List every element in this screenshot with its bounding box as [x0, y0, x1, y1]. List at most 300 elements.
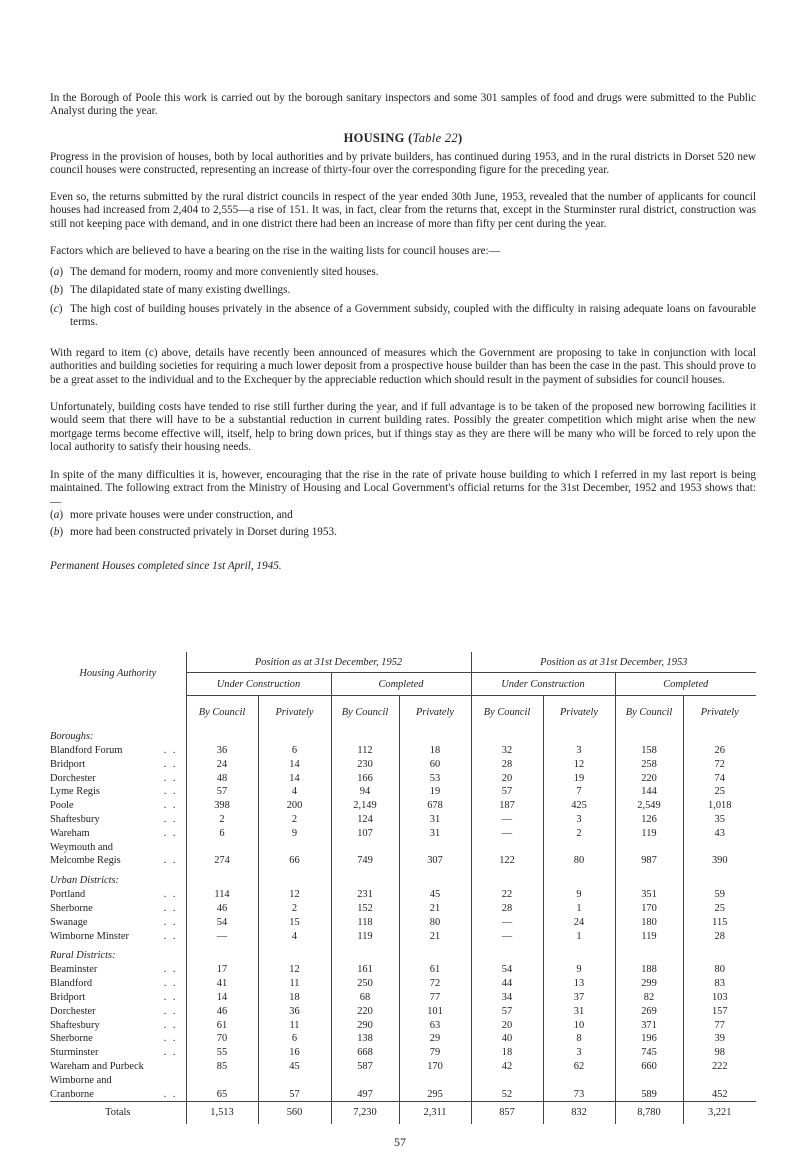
paragraph: Progress in the provision of houses, both by local authorities and by private builders, has continued during 1953, and in the rural districts in Dorset 520 new council houses were constructed, representing an increase of thirty-four over the corresponding figure for the preceding year. — [50, 151, 756, 177]
authority-name-cell — [50, 841, 186, 855]
value-cell — [258, 841, 331, 855]
value-cell: 220 — [331, 1005, 399, 1019]
authority-name-cell — [50, 1046, 186, 1060]
housing-section — [50, 132, 756, 145]
finding-text: more private houses were under construction, and — [70, 509, 293, 521]
value-cell: 44 — [471, 977, 543, 991]
value-cell: — — [471, 813, 543, 827]
value-cell: 46 — [186, 902, 258, 916]
value-cell: 60 — [399, 758, 471, 772]
value-cell: 119 — [615, 930, 683, 944]
value-cell: 14 — [258, 772, 331, 786]
factor-text: The dilapidated state of many existing dwellings. — [70, 284, 291, 297]
authority-name-cell — [50, 772, 186, 786]
empty-cell — [543, 730, 615, 744]
value-cell: 107 — [331, 827, 399, 841]
paragraph-6-block — [50, 469, 756, 509]
value-cell: 74 — [683, 772, 756, 786]
paragraph: Even so, the returns submitted by the rural district councils in respect of the year ended 30th June, 1953, revealed that the number of applicants for council houses had increased from 2,404 to 2,555—a rise of 151. It was, in fact, clear from the returns that, except in the Sturminster rural district, construction was still not keeping pace with demand, and in one district there had been an increase of more than fifty per cent during the year. — [50, 191, 756, 230]
factor-label: (a) — [50, 266, 64, 278]
authority-name: Sherborne — [50, 1033, 93, 1045]
section-label: Boroughs: — [50, 731, 94, 742]
empty-cell — [543, 949, 615, 963]
value-cell: 1 — [543, 902, 615, 916]
value-cell: 6 — [258, 1032, 331, 1046]
value-cell: 157 — [683, 1005, 756, 1019]
value-cell: 187 — [471, 799, 543, 813]
table-row — [50, 1032, 756, 1046]
authority-name: Weymouth and — [50, 841, 113, 853]
authority-name: Lyme Regis — [50, 786, 100, 798]
intro-block — [50, 92, 756, 119]
value-cell: 73 — [543, 1088, 615, 1102]
value-cell: 425 — [543, 799, 615, 813]
authority-name: Beaminster — [50, 964, 98, 976]
value-cell: 295 — [399, 1088, 471, 1102]
leader-dots: . . — [163, 1005, 178, 1017]
value-cell: 19 — [399, 785, 471, 799]
value-cell: 180 — [615, 916, 683, 930]
authority-name-cell — [50, 1032, 186, 1046]
section-row — [50, 949, 756, 963]
authority-name: Wareham and Purbeck — [50, 1060, 144, 1072]
finding-label: (a) — [50, 509, 64, 521]
value-cell: 2 — [186, 813, 258, 827]
empty-cell — [683, 949, 756, 963]
table-caption-block — [50, 560, 756, 573]
value-cell: 54 — [186, 916, 258, 930]
value-cell: 2 — [258, 902, 331, 916]
value-cell: 31 — [399, 813, 471, 827]
value-cell: 66 — [258, 854, 331, 868]
factors-list — [50, 266, 756, 330]
value-cell: 589 — [615, 1088, 683, 1102]
value-cell: 2 — [258, 813, 331, 827]
authority-name: Blandford — [50, 978, 93, 990]
table-row — [50, 813, 756, 827]
value-cell: 452 — [683, 1088, 756, 1102]
section-label: Urban Districts: — [50, 875, 119, 887]
leader-dots: . . — [163, 1047, 178, 1059]
value-cell: 65 — [186, 1088, 258, 1102]
finding-item — [50, 526, 756, 539]
value-cell: 126 — [615, 813, 683, 827]
by-council-header: By Council — [471, 696, 543, 731]
value-cell: 61 — [186, 1019, 258, 1033]
paragraph-2-block — [50, 191, 756, 231]
totals-cell: 1,513 — [186, 1102, 258, 1125]
leader-dots: . . — [163, 916, 178, 928]
value-cell: 158 — [615, 744, 683, 758]
value-cell: 222 — [683, 1060, 756, 1074]
value-cell: 36 — [258, 1005, 331, 1019]
value-cell: 17 — [186, 963, 258, 977]
table-row — [50, 1019, 756, 1033]
value-cell: 29 — [399, 1032, 471, 1046]
value-cell: 14 — [186, 991, 258, 1005]
value-cell: 62 — [543, 1060, 615, 1074]
value-cell: 124 — [331, 813, 399, 827]
finding-label: (b) — [50, 526, 64, 539]
value-cell: 39 — [683, 1032, 756, 1046]
leader-dots: . . — [163, 1088, 178, 1100]
value-cell: 53 — [399, 772, 471, 786]
authority-name-cell — [50, 813, 186, 827]
leader-dots: . . — [163, 991, 178, 1003]
under-construction-header: Under Construction — [186, 673, 331, 696]
value-cell: 351 — [615, 888, 683, 902]
leader-dots: . . — [163, 889, 178, 901]
value-cell: 3 — [543, 1046, 615, 1060]
value-cell: 13 — [543, 977, 615, 991]
value-cell: 52 — [471, 1088, 543, 1102]
value-cell: 668 — [331, 1046, 399, 1060]
value-cell: 14 — [258, 758, 331, 772]
authority-name: Portland — [50, 889, 86, 901]
totals-cell: 832 — [543, 1102, 615, 1125]
value-cell: 9 — [543, 963, 615, 977]
value-cell: 15 — [258, 916, 331, 930]
empty-cell — [331, 949, 399, 963]
value-cell: 24 — [186, 758, 258, 772]
value-cell: 28 — [683, 930, 756, 944]
value-cell: 112 — [331, 744, 399, 758]
value-cell: 220 — [615, 772, 683, 786]
authority-name-cell — [50, 930, 186, 944]
table-row — [50, 916, 756, 930]
value-cell: 20 — [471, 1019, 543, 1033]
totals-cell: 7,230 — [331, 1102, 399, 1125]
authority-name-cell — [50, 991, 186, 1005]
value-cell: 20 — [471, 772, 543, 786]
under-construction-header: Under Construction — [471, 673, 615, 696]
table-body — [50, 730, 756, 1102]
value-cell: 196 — [615, 1032, 683, 1046]
value-cell: 55 — [186, 1046, 258, 1060]
value-cell: 18 — [399, 744, 471, 758]
value-cell: 77 — [399, 991, 471, 1005]
value-cell: 2 — [543, 827, 615, 841]
value-cell: 1,018 — [683, 799, 756, 813]
table-caption: Permanent Houses completed since 1st April, 1945. — [50, 560, 282, 572]
value-cell: 77 — [683, 1019, 756, 1033]
value-cell: 2,149 — [331, 799, 399, 813]
empty-cell — [683, 874, 756, 888]
value-cell: 1 — [543, 930, 615, 944]
section-row — [50, 874, 756, 888]
value-cell: 115 — [683, 916, 756, 930]
value-cell: — — [186, 930, 258, 944]
totals-cell: 8,780 — [615, 1102, 683, 1125]
value-cell: 16 — [258, 1046, 331, 1060]
value-cell: 54 — [471, 963, 543, 977]
value-cell: 12 — [258, 888, 331, 902]
value-cell: 42 — [471, 1060, 543, 1074]
authority-name-cell — [50, 744, 186, 758]
value-cell: 114 — [186, 888, 258, 902]
authority-name: Dorchester — [50, 772, 96, 784]
value-cell: 749 — [331, 854, 399, 868]
value-cell: 7 — [543, 785, 615, 799]
value-cell: 45 — [258, 1060, 331, 1074]
table-row — [50, 1060, 756, 1074]
totals-cell: 857 — [471, 1102, 543, 1125]
value-cell: 79 — [399, 1046, 471, 1060]
section-title: HOUSING — [343, 131, 405, 145]
authority-name: Cranborne — [50, 1088, 94, 1100]
page-number: 57 — [394, 1135, 406, 1149]
value-cell — [471, 1074, 543, 1088]
empty-cell — [258, 949, 331, 963]
section-table-ref: Table 22 — [412, 131, 458, 145]
value-cell: 28 — [471, 758, 543, 772]
paragraph-4-block — [50, 347, 756, 387]
value-cell: 83 — [683, 977, 756, 991]
value-cell: 119 — [615, 827, 683, 841]
leader-dots: . . — [163, 827, 178, 839]
value-cell — [399, 1074, 471, 1088]
value-cell: 299 — [615, 977, 683, 991]
value-cell: 72 — [399, 977, 471, 991]
value-cell — [186, 841, 258, 855]
value-cell: 36 — [186, 744, 258, 758]
value-cell: 122 — [471, 854, 543, 868]
table-row — [50, 1005, 756, 1019]
value-cell: 103 — [683, 991, 756, 1005]
value-cell: 48 — [186, 772, 258, 786]
value-cell: 10 — [543, 1019, 615, 1033]
value-cell: 80 — [543, 854, 615, 868]
authority-name: Shaftesbury — [50, 1019, 100, 1031]
authority-name: Wareham — [50, 827, 90, 839]
table-row — [50, 930, 756, 944]
value-cell: 12 — [543, 758, 615, 772]
empty-cell — [331, 874, 399, 888]
authority-name: Wimborne and — [50, 1074, 112, 1086]
blank-header — [50, 696, 186, 731]
value-cell: 170 — [399, 1060, 471, 1074]
table-row — [50, 1088, 756, 1102]
leader-dots: . . — [163, 855, 178, 867]
value-cell: 41 — [186, 977, 258, 991]
empty-cell — [258, 730, 331, 744]
value-cell — [471, 841, 543, 855]
authority-name-cell — [50, 758, 186, 772]
table-row — [50, 772, 756, 786]
value-cell: 94 — [331, 785, 399, 799]
value-cell: 2,549 — [615, 799, 683, 813]
authority-name-cell — [50, 1005, 186, 1019]
finding-text: more had been constructed privately in Dorset during 1953. — [70, 526, 337, 539]
value-cell: 231 — [331, 888, 399, 902]
value-cell: 68 — [331, 991, 399, 1005]
by-council-header: By Council — [331, 696, 399, 731]
value-cell: 660 — [615, 1060, 683, 1074]
value-cell: 57 — [471, 1005, 543, 1019]
value-cell: 46 — [186, 1005, 258, 1019]
totals-label: Totals — [50, 1102, 186, 1125]
factor-label: (c) — [50, 302, 63, 315]
table-row — [50, 827, 756, 841]
by-council-header: By Council — [615, 696, 683, 731]
value-cell — [399, 841, 471, 855]
value-cell: 37 — [543, 991, 615, 1005]
section-label: Rural Districts: — [50, 950, 116, 962]
value-cell: 12 — [258, 963, 331, 977]
value-cell: 63 — [399, 1019, 471, 1033]
value-cell: 398 — [186, 799, 258, 813]
completed-header: Completed — [331, 673, 471, 696]
intro-paragraph: In the Borough of Poole this work is carried out by the borough sanitary inspectors and some 301 samples of food and drugs were submitted to the Public Analyst during the year. — [50, 92, 756, 118]
authority-name-cell — [50, 1074, 186, 1088]
value-cell: 6 — [258, 744, 331, 758]
value-cell: 250 — [331, 977, 399, 991]
value-cell: — — [471, 916, 543, 930]
value-cell — [543, 841, 615, 855]
factor-text: The high cost of building houses privately in the absence of a Government subsidy, coupled with the difficulty in raising adequate loans on favourable terms. — [70, 302, 756, 329]
value-cell: 43 — [683, 827, 756, 841]
table-row — [50, 991, 756, 1005]
empty-cell — [543, 874, 615, 888]
authority-name: Shaftesbury — [50, 813, 100, 825]
value-cell: 21 — [399, 930, 471, 944]
totals-cell: 560 — [258, 1102, 331, 1125]
leader-dots: . . — [163, 786, 178, 798]
value-cell: 101 — [399, 1005, 471, 1019]
value-cell: 258 — [615, 758, 683, 772]
leader-dots: . . — [163, 902, 178, 914]
privately-header: Privately — [543, 696, 615, 731]
housing-table — [50, 652, 756, 1124]
value-cell: 230 — [331, 758, 399, 772]
authority-name-cell — [50, 963, 186, 977]
table-row — [50, 977, 756, 991]
authority-name: Blandford Forum — [50, 745, 123, 756]
authority-name: Sturminster — [50, 1047, 99, 1059]
value-cell: 371 — [615, 1019, 683, 1033]
value-cell: 745 — [615, 1046, 683, 1060]
completed-header: Completed — [615, 673, 756, 696]
value-cell: 80 — [399, 916, 471, 930]
paragraph-1-block — [50, 151, 756, 178]
leader-dots: . . — [163, 745, 178, 756]
value-cell: 138 — [331, 1032, 399, 1046]
value-cell: 35 — [683, 813, 756, 827]
finding-item — [50, 509, 756, 522]
authority-name: Bridport — [50, 991, 86, 1003]
value-cell: 587 — [331, 1060, 399, 1074]
leader-dots: . . — [163, 1019, 178, 1031]
table-row — [50, 888, 756, 902]
value-cell: 8 — [543, 1032, 615, 1046]
empty-cell — [683, 730, 756, 744]
factor-item — [50, 303, 756, 330]
value-cell: 18 — [471, 1046, 543, 1060]
value-cell: 290 — [331, 1019, 399, 1033]
table-row — [50, 785, 756, 799]
value-cell: 307 — [399, 854, 471, 868]
empty-cell — [399, 730, 471, 744]
leader-dots: . . — [163, 758, 178, 770]
value-cell: 678 — [399, 799, 471, 813]
empty-cell — [615, 874, 683, 888]
value-cell: 9 — [258, 827, 331, 841]
value-cell: — — [471, 930, 543, 944]
authority-name-cell — [50, 916, 186, 930]
value-cell: 9 — [543, 888, 615, 902]
paragraph: With regard to item (c) above, details have recently been announced of measures which the Government are proposing to take in conjunction with local authorities and building societies for requiring a much lower deposit from a prospective house builder than has been the case in the past. This should prove to be a great asset to the individual and to the Exchequer by the appreciable reduction which should result in the payment of subsidies for council houses. — [50, 347, 756, 386]
value-cell: 166 — [331, 772, 399, 786]
leader-dots: . . — [163, 800, 178, 812]
authority-header: Housing Authority — [79, 668, 157, 680]
value-cell: 161 — [331, 963, 399, 977]
empty-cell — [471, 949, 543, 963]
value-cell — [683, 841, 756, 855]
period-1952-header: Position as at 31st December, 1952 — [186, 652, 471, 673]
leader-dots: . . — [163, 930, 178, 942]
value-cell: 144 — [615, 785, 683, 799]
value-cell: 4 — [258, 785, 331, 799]
empty-cell — [471, 730, 543, 744]
value-cell: 72 — [683, 758, 756, 772]
privately-header: Privately — [399, 696, 471, 731]
authority-name: Sherborne — [50, 902, 93, 914]
empty-cell — [258, 874, 331, 888]
value-cell — [331, 1074, 399, 1088]
value-cell: 19 — [543, 772, 615, 786]
value-cell: 24 — [543, 916, 615, 930]
value-cell: 25 — [683, 785, 756, 799]
value-cell: 497 — [331, 1088, 399, 1102]
empty-cell — [615, 949, 683, 963]
value-cell: 32 — [471, 744, 543, 758]
totals-row — [50, 1102, 756, 1125]
paragraph: Unfortunately, building costs have tended to rise still further during the year, and if full advantage is to be taken of the proposed new borrowing facilities it would seem that there will have to be a substantial reduction in current building rates. Possibly the greater competition which might arise when the new mortgage terms become effective will, itself, help to bring down prices, but if things stay as they are there will be many who will be forced to rely upon the local authority to satisfy their housing needs. — [50, 401, 756, 454]
value-cell — [683, 1074, 756, 1088]
value-cell: 4 — [258, 930, 331, 944]
value-cell: 98 — [683, 1046, 756, 1060]
factor-item — [50, 284, 756, 297]
value-cell: 269 — [615, 1005, 683, 1019]
value-cell: 170 — [615, 902, 683, 916]
table-row — [50, 854, 756, 868]
value-cell: 6 — [186, 827, 258, 841]
value-cell: 85 — [186, 1060, 258, 1074]
section-row — [50, 730, 756, 744]
value-cell: 118 — [331, 916, 399, 930]
value-cell: 57 — [258, 1088, 331, 1102]
leader-dots: . . — [163, 772, 178, 784]
leader-dots: . . — [163, 964, 178, 976]
value-cell: 57 — [186, 785, 258, 799]
value-cell: 274 — [186, 854, 258, 868]
authority-name-cell — [50, 902, 186, 916]
value-cell: 188 — [615, 963, 683, 977]
value-cell: 21 — [399, 902, 471, 916]
value-cell: 28 — [471, 902, 543, 916]
value-cell: 57 — [471, 785, 543, 799]
totals-cell: 2,311 — [399, 1102, 471, 1125]
paragraph: In spite of the many difficulties it is, however, encouraging that the rise in the rate of private house building to which I referred in my last report is being maintained. The following extract from the Ministry of Housing and Local Government's official returns for the 31st December, 1952 and 1953 shows that:— — [50, 469, 756, 508]
factor-item — [50, 266, 756, 279]
value-cell — [615, 841, 683, 855]
findings-list — [50, 509, 756, 540]
authority-name-cell — [50, 1019, 186, 1033]
value-cell: 18 — [258, 991, 331, 1005]
authority-name-cell — [50, 785, 186, 799]
value-cell: 31 — [543, 1005, 615, 1019]
paragraph: Factors which are believed to have a bearing on the rise in the waiting lists for council houses are:— — [50, 245, 500, 257]
